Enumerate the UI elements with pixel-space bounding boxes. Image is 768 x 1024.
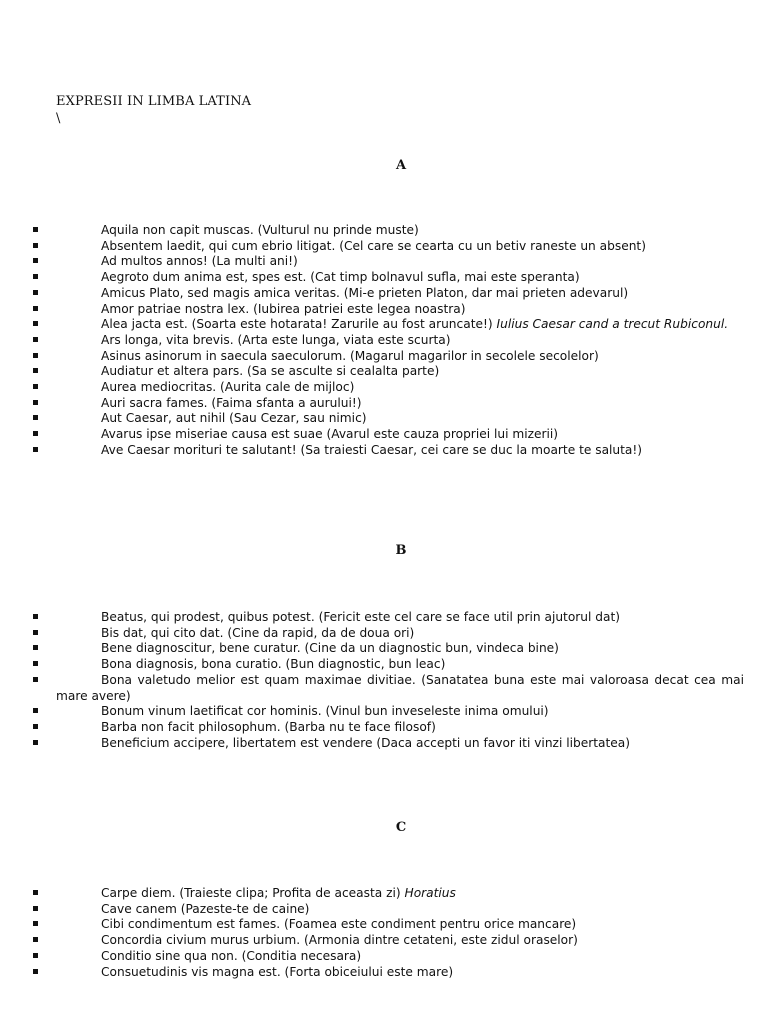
section-heading-c: C — [395, 820, 407, 835]
bullet-icon — [33, 890, 38, 895]
list-item: Consuetudinis vis magna est. (Forta obiceiului este mare) — [0, 965, 768, 981]
bullet-icon — [33, 677, 38, 682]
list-item: Carpe diem. (Traieste clipa; Profita de aceasta zi) Horatius — [0, 886, 768, 902]
list-item: Auri sacra fames. (Faima sfanta a aurului!) — [0, 396, 768, 412]
list-item: Alea jacta est. (Soarta este hotarata! Zarurile au fost aruncate!) Iulius Caesar cand a trecut Rubiconul. — [0, 317, 768, 333]
bullet-icon — [33, 353, 38, 358]
bullet-icon — [33, 645, 38, 650]
bullet-icon — [33, 368, 38, 373]
document-title: EXPRESII IN LIMBA LATINA — [56, 94, 252, 109]
bullet-icon — [33, 906, 38, 911]
list-item: Bona diagnosis, bona curatio. (Bun diagnostic, bun leac) — [0, 657, 768, 673]
list-item: Bene diagnoscitur, bene curatur. (Cine da un diagnostic bun, vindeca bine) — [0, 641, 768, 657]
list-item: Bis dat, qui cito dat. (Cine da rapid, da de doua ori) — [0, 626, 768, 642]
bullet-icon — [33, 921, 38, 926]
list-item: Aegroto dum anima est, spes est. (Cat timp bolnavul sufla, mai este speranta) — [0, 270, 768, 286]
bullet-icon — [33, 290, 38, 295]
bullet-icon — [33, 321, 38, 326]
bullet-icon — [33, 337, 38, 342]
backslash-mark: \ — [56, 111, 61, 126]
entry-note: Iulius Caesar cand a trecut Rubiconul. — [496, 317, 729, 332]
list-item: Amicus Plato, sed magis amica veritas. (Mi-e prieten Platon, dar mai prieten adevarul) — [0, 286, 768, 302]
bullet-icon — [33, 630, 38, 635]
bullet-icon — [33, 661, 38, 666]
bullet-icon — [33, 937, 38, 942]
bullet-icon — [33, 243, 38, 248]
entry-note: Horatius — [404, 886, 456, 900]
list-item: Cibi condimentum est fames. (Foamea este condiment pentru orice mancare) — [0, 917, 768, 933]
list-item: Beatus, qui prodest, quibus potest. (Fericit este cel care se face util prin ajutorul dat) — [0, 610, 768, 626]
bullet-icon — [33, 400, 38, 405]
list-item: Aquila non capit muscas. (Vulturul nu prinde muste) — [0, 223, 768, 239]
list-item: Ad multos annos! (La multi ani!) — [0, 254, 768, 270]
bullet-icon — [33, 431, 38, 436]
list-item: Audiatur et altera pars. (Sa se asculte si cealalta parte) — [0, 364, 768, 380]
bullet-icon — [33, 227, 38, 232]
bullet-icon — [33, 306, 38, 311]
section-heading-a: A — [395, 158, 407, 173]
bullet-icon — [33, 708, 38, 713]
bullet-icon — [33, 415, 38, 420]
list-item: Conditio sine qua non. (Conditia necesara) — [0, 949, 768, 965]
bullet-icon — [33, 969, 38, 974]
list-item: Bonum vinum laetificat cor hominis. (Vinul bun inveseleste inima omului) — [0, 704, 768, 720]
list-item: Barba non facit philosophum. (Barba nu te face filosof) — [0, 720, 768, 736]
bullet-icon — [33, 614, 38, 619]
bullet-icon — [33, 384, 38, 389]
list-item: Absentem laedit, qui cum ebrio litigat. (Cel care se cearta cu un betiv raneste un absent) — [0, 239, 768, 255]
list-item: Amor patriae nostra lex. (Iubirea patriei este legea noastra) — [0, 302, 768, 318]
bullet-icon — [33, 258, 38, 263]
entry-list-b — [0, 610, 768, 751]
bullet-icon — [33, 447, 38, 452]
list-item: Bona valetudo melior est quam maximae divitiae. (Sanatatea buna este mai valoroasa decat cea mai mare avere) — [0, 673, 768, 704]
bullet-icon — [33, 724, 38, 729]
list-item: Concordia civium murus urbium. (Armonia dintre cetateni, este zidul oraselor) — [0, 933, 768, 949]
list-item: Ave Caesar morituri te salutant! (Sa traiesti Caesar, cei care se duc la moarte te saluta!) — [0, 443, 768, 459]
list-item: Asinus asinorum in saecula saeculorum. (Magarul magarilor in secolele secolelor) — [0, 349, 768, 365]
list-item: Beneficium accipere, libertatem est vendere (Daca accepti un favor iti vinzi libertatea) — [0, 736, 768, 752]
list-item: Ars longa, vita brevis. (Arta este lunga, viata este scurta) — [0, 333, 768, 349]
list-item: Cave canem (Pazeste-te de caine) — [0, 902, 768, 918]
entry-list-c — [0, 886, 768, 980]
bullet-icon — [33, 274, 38, 279]
entry-list-a — [0, 223, 768, 459]
bullet-icon — [33, 953, 38, 958]
bullet-icon — [33, 740, 38, 745]
list-item: Aurea mediocritas. (Aurita cale de mijloc) — [0, 380, 768, 396]
list-item: Aut Caesar, aut nihil (Sau Cezar, sau nimic) — [0, 411, 768, 427]
list-item: Avarus ipse miseriae causa est suae (Avarul este cauza propriei lui mizerii) — [0, 427, 768, 443]
section-heading-b: B — [395, 543, 407, 558]
